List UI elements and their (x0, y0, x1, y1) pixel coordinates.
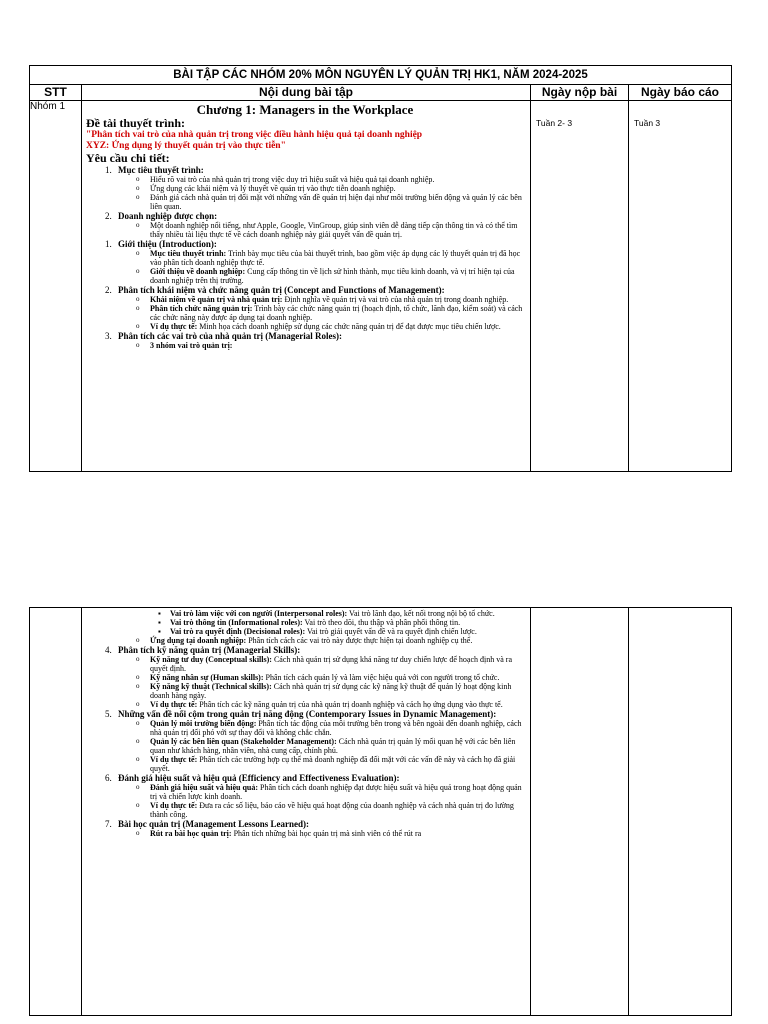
topic-line-1: "Phân tích vai trò của nhà quản trị trong việc điều hành hiệu quả tại doanh nghiệp (86, 130, 423, 140)
item-lead: Kỹ năng nhân sự (Human skills): (150, 673, 264, 682)
section-title: Phân tích các vai trò của nhà quản trị (Managerial Roles): (118, 331, 342, 341)
topic-label: Đề tài thuyết trình: (86, 116, 185, 130)
section-contemporary-issues (114, 709, 524, 773)
item-text: Phân tích những bài học quản trị mà sinh viên có thể rút ra (231, 829, 422, 838)
item-text: Trình bày mục tiêu của bài thuyết trình, bao gồm việc áp dụng các lý thuyết quản trị đã học vào phân tích doanh nghiệp thực tế. (150, 249, 521, 267)
section-introduction (114, 239, 524, 285)
list-item (136, 755, 524, 773)
section-title: Bài học quản trị (Management Lessons Learned): (118, 819, 309, 829)
item-lead: Vai trò thông tin (Informational roles): (170, 618, 303, 627)
section-lessons (114, 819, 524, 838)
section-roles (114, 331, 524, 350)
item-text: Cách nhà quản trị quản lý mối quan hệ với các bên liên quan như khách hàng, nhân viên, nhà cung cấp, chính phủ. (150, 737, 516, 755)
item-text: Vai trò giải quyết vấn đề và ra quyết định chiến lược. (305, 627, 477, 636)
list-item (136, 304, 524, 322)
item-text: Đưa ra các số liệu, báo cáo về hiệu quả hoạt động của doanh nghiệp và cách nhà quản trị đo lường thành công. (150, 801, 514, 819)
report-cell-empty (629, 608, 732, 1016)
assignment-table-page1 (29, 65, 732, 472)
item-lead: Vai trò ra quyết định (Decisional roles): (170, 627, 306, 636)
assignment-content-continued (82, 608, 531, 1016)
list-item: o Đánh giá cách nhà quản trị đối mặt với những vấn đề quản trị hiện đại như môi trường biến động và quản lý các bên liên quan. (136, 193, 524, 211)
page-title: BÀI TẬP CÁC NHÓM 20% MÔN NGUYÊN LÝ QUẢN TRỊ HK1, NĂM 2024-2025 (30, 66, 732, 85)
section-list-restart (86, 239, 524, 350)
item-text: Trình bày các chức năng quản trị (hoạch định, tổ chức, lãnh đạo, kiểm soát) và cách các chức năng này được áp dụng tại doanh nghiệp. (150, 304, 523, 322)
list-item: o Ứng dụng các khái niệm và lý thuyết về quản trị vào thực tiễn doanh nghiệp. (136, 184, 524, 193)
section-objectives (114, 165, 524, 211)
item-lead: Kỹ năng tư duy (Conceptual skills): (150, 655, 272, 664)
item-text: Cung cấp thông tin về lịch sử hình thành, mục tiêu kinh doanh, và vị trí hiện tại của doanh nghiệp trên thị trường. (150, 267, 515, 285)
list-item (136, 783, 524, 801)
assignment-content (82, 101, 531, 472)
item-text: Định nghĩa về quản trị và vai trò của nhà quản trị trong doanh nghiệp. (282, 295, 509, 304)
roles-apply-list (136, 636, 524, 645)
list-item (158, 609, 524, 618)
section-skills (114, 645, 524, 709)
list-item (136, 682, 524, 700)
header-stt: STT (30, 85, 82, 101)
section-title: Mục tiêu thuyết trình: (118, 165, 204, 175)
item-text: Phân tích cách doanh nghiệp đạt được hiệu suất và hiệu quả trong hoạt động quản trị và chiến lược kinh doanh. (150, 783, 522, 801)
list-item (136, 295, 524, 304)
item-lead: Ứng dụng tại doanh nghiệp: (150, 636, 247, 645)
list-item (136, 801, 524, 819)
section-company (114, 211, 524, 239)
item-lead: Ví dụ thực tế: (150, 801, 198, 810)
list-item (136, 655, 524, 673)
list-item (136, 267, 524, 285)
item-lead: Phân tích chức năng quản trị: (150, 304, 253, 313)
header-report-date: Ngày báo cáo (629, 85, 732, 101)
item-lead: Rút ra bài học quản trị: (150, 829, 232, 838)
item-lead: Ví dụ thực tế: (150, 755, 198, 764)
section-list (86, 165, 524, 239)
item-lead: Quản lý môi trường biến động: (150, 719, 257, 728)
item-text: Minh họa cách doanh nghiệp sử dụng các chức năng quản trị để đạt được mục tiêu chiến lược. (197, 322, 501, 331)
list-item (136, 636, 524, 645)
item-lead: Kỹ năng kỹ thuật (Technical skills): (150, 682, 272, 691)
item-lead: Mục tiêu thuyết trình: (150, 249, 227, 258)
header-content: Nội dung bài tập (82, 85, 531, 101)
list-item (136, 719, 524, 737)
list-item (136, 341, 524, 350)
list-item (158, 618, 524, 627)
header-submit-date: Ngày nộp bài (531, 85, 629, 101)
section-title: Đánh giá hiệu suất và hiệu quả (Efficiency and Effectiveness Evaluation): (118, 773, 400, 783)
submit-date: Tuần 2- 3 (531, 101, 629, 472)
list-item: o Hiểu rõ vai trò của nhà quản trị trong việc duy trì hiệu suất và hiệu quả tại doanh nghiệp. (136, 175, 524, 184)
item-lead: Đánh giá hiệu suất và hiệu quả: (150, 783, 259, 792)
item-lead: Ví dụ thực tế: (150, 700, 198, 709)
item-text: Phân tích các trường hợp cụ thể mà doanh nghiệp đã đối mặt với các vấn đề này và cách họ đã giải quyết. (150, 755, 516, 773)
section-title: Phân tích khái niệm và chức năng quản trị (Concept and Functions of Management): (118, 285, 445, 295)
group-cell-empty (30, 608, 82, 1016)
item-lead: 3 nhóm vai trò quản trị: (150, 341, 233, 350)
item-text: Cách nhà quản trị sử dụng khả năng tư duy chiến lược để hoạch định và ra quyết định. (150, 655, 512, 673)
item-text: Phân tích cách các vai trò này được thực hiện tại doanh nghiệp cụ thể. (246, 636, 473, 645)
list-item (158, 627, 524, 636)
item-lead: Ví dụ thực tế: (150, 322, 198, 331)
report-date: Tuần 3 (629, 101, 732, 472)
submit-cell-empty (531, 608, 629, 1016)
item-lead: Quản lý các bên liên quan (Stakeholder Management): (150, 737, 337, 746)
list-item (136, 700, 524, 709)
item-text: Cách nhà quản trị sử dụng các kỹ năng kỹ thuật để quản lý hoạt động kinh doanh hàng ngày. (150, 682, 512, 700)
group-label: Nhóm 1 (30, 101, 82, 472)
list-item: o Một doanh nghiệp nổi tiếng, như Apple, Google, VinGroup, giúp sinh viên dễ dàng tiếp cận thông tin và có thể tìm thấy nhiều tài liệu thực tế về cách doanh nghiệp này giải quyết vấn đề quản trị. (136, 221, 524, 239)
item-text: Phân tích tác động của môi trường bên trong và bên ngoài đến doanh nghiệp, cách nhà quản trị đối phó với sự thay đổi và không chắc chắn. (150, 719, 522, 737)
list-item (136, 829, 524, 838)
item-lead: Giới thiệu về doanh nghiệp: (150, 267, 246, 276)
assignment-table-page2 (29, 607, 732, 1016)
item-text: Vai trò lãnh đạo, kết nối trong nội bộ tổ chức. (347, 609, 495, 618)
section-title: Những vấn đề nổi cộm trong quản trị năng động (Contemporary Issues in Dynamic Management): (118, 709, 497, 719)
list-item (136, 322, 524, 331)
role-list (158, 609, 524, 636)
section-concepts (114, 285, 524, 331)
topic-line-2: XYZ: Ứng dụng lý thuyết quản trị vào thực tiễn" (86, 141, 286, 151)
section-list-continued (86, 645, 524, 838)
item-text: Phân tích các kỹ năng quản trị của nhà quản trị doanh nghiệp và cách họ ứng dụng vào thực tế. (197, 700, 503, 709)
list-item (136, 737, 524, 755)
section-title: Giới thiệu (Introduction): (118, 239, 217, 249)
list-item (136, 673, 524, 682)
section-efficiency (114, 773, 524, 819)
item-text: Vai trò theo dõi, thu thập và phân phối thông tin. (302, 618, 461, 627)
list-item (136, 249, 524, 267)
section-title: Doanh nghiệp được chọn: (118, 211, 218, 221)
item-lead: Khái niệm về quản trị và nhà quản trị: (150, 295, 283, 304)
chapter-title: Chương 1: Managers in the Workplace (196, 102, 414, 117)
requirements-label: Yêu cầu chi tiết: (86, 151, 170, 165)
item-text: Phân tích cách quản lý và làm việc hiệu quả với con người trong tổ chức. (263, 673, 500, 682)
section-title: Phân tích kỹ năng quản trị (Managerial Skills): (118, 645, 301, 655)
item-lead: Vai trò làm việc với con người (Interpersonal roles): (170, 609, 348, 618)
